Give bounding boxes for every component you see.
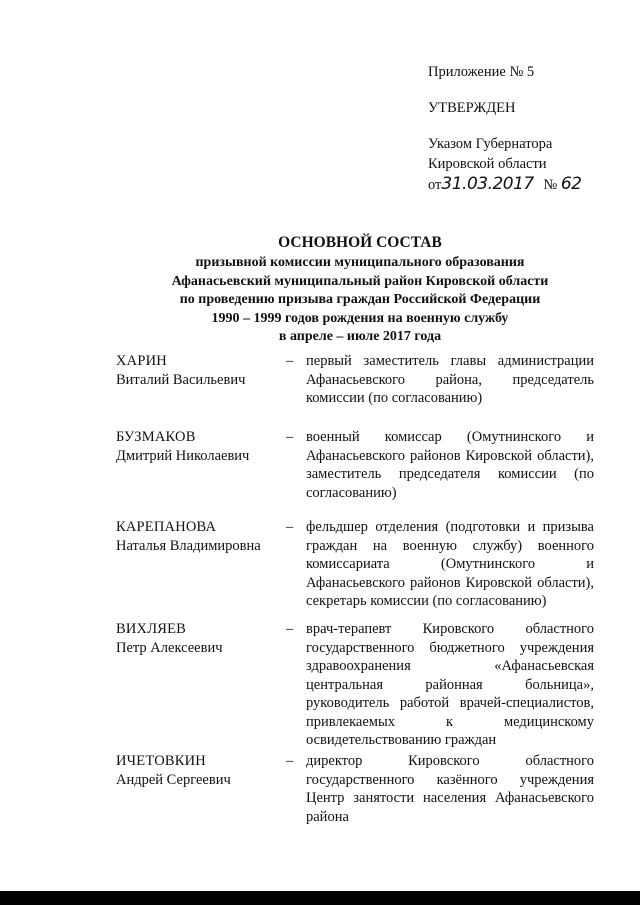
handwritten-number: 62 (560, 174, 582, 194)
member-surname: ИЧЕТОВКИН (116, 753, 206, 769)
member-dash: – (286, 621, 294, 637)
member-role: врач-терапевт Кировского областного государственного бюджетного учреждения здравоохранения «Афанасьевская центральная районная больница», руководитель работой врачей-специалистов, привлекаемых к медицинскому освидетельствованию граждан (306, 621, 594, 748)
member-name (116, 518, 281, 555)
member-surname: КАРЕПАНОВА (116, 519, 217, 535)
approved-label: УТВЕРЖДЕН (428, 100, 516, 116)
member-name (116, 752, 281, 789)
member-surname: БУЗМАКОВ (116, 429, 196, 445)
member-given-names: Петр Алексеевич (116, 639, 223, 656)
member-dash: – (286, 519, 294, 535)
member-surname: ВИХЛЯЕВ (116, 621, 187, 637)
number-prefix: № (543, 177, 558, 193)
title-line-2: Афанасьевский муниципальный район Кировской области (171, 273, 549, 289)
member-given-names: Виталий Васильевич (116, 371, 246, 388)
member-dash: – (286, 429, 294, 445)
title-line-5: в апреле – июле 2017 года (278, 329, 442, 344)
member-dash: – (286, 753, 294, 769)
member-role: военный комиссар (Омутнинского и Афанасьевского районов Кировской области), заместитель председателя комиссии (по согласованию) (306, 429, 594, 501)
member-role: директор Кировского областного государственного казённого учреждения Центр занятости населения Афанасьевского района (306, 753, 594, 825)
date-prefix: от (428, 177, 442, 193)
title-line-3: по проведению призыва граждан Российской Федерации (179, 292, 541, 307)
member-role: фельдшер отделения (подготовки и призыва граждан на военную службу) военного комиссариата (Омутнинского и Афанасьевского районов Кировской области), секретарь комиссии (по согласованию) (306, 519, 594, 609)
document-title (90, 232, 630, 347)
member-name (116, 620, 281, 657)
appendix-number: Приложение № 5 (428, 64, 535, 80)
handwritten-date: 31.03.2017 (441, 174, 534, 194)
region-line: Кировской области (428, 156, 547, 172)
member-given-names: Андрей Сергеевич (116, 771, 231, 788)
decree-date-line (428, 174, 628, 195)
scan-bottom-border (0, 891, 640, 905)
decree-line: Указом Губернатора (428, 136, 553, 152)
title-line-1: призывной комиссии муниципального образования (195, 255, 525, 270)
member-surname: ХАРИН (116, 353, 167, 369)
member-name (116, 352, 281, 389)
member-given-names: Наталья Владимировна (116, 537, 261, 554)
member-dash: – (286, 353, 294, 369)
title-line-4: 1990 – 1999 годов рождения на военную службу (211, 310, 509, 326)
member-role: первый заместитель главы администрации Афанасьевского района, председатель комиссии (по согласованию) (306, 353, 594, 406)
title-main: ОСНОВНОЙ СОСТАВ (278, 234, 442, 251)
member-given-names: Дмитрий Николаевич (116, 447, 250, 464)
member-name (116, 428, 281, 465)
approval-stamp-block (428, 62, 628, 195)
